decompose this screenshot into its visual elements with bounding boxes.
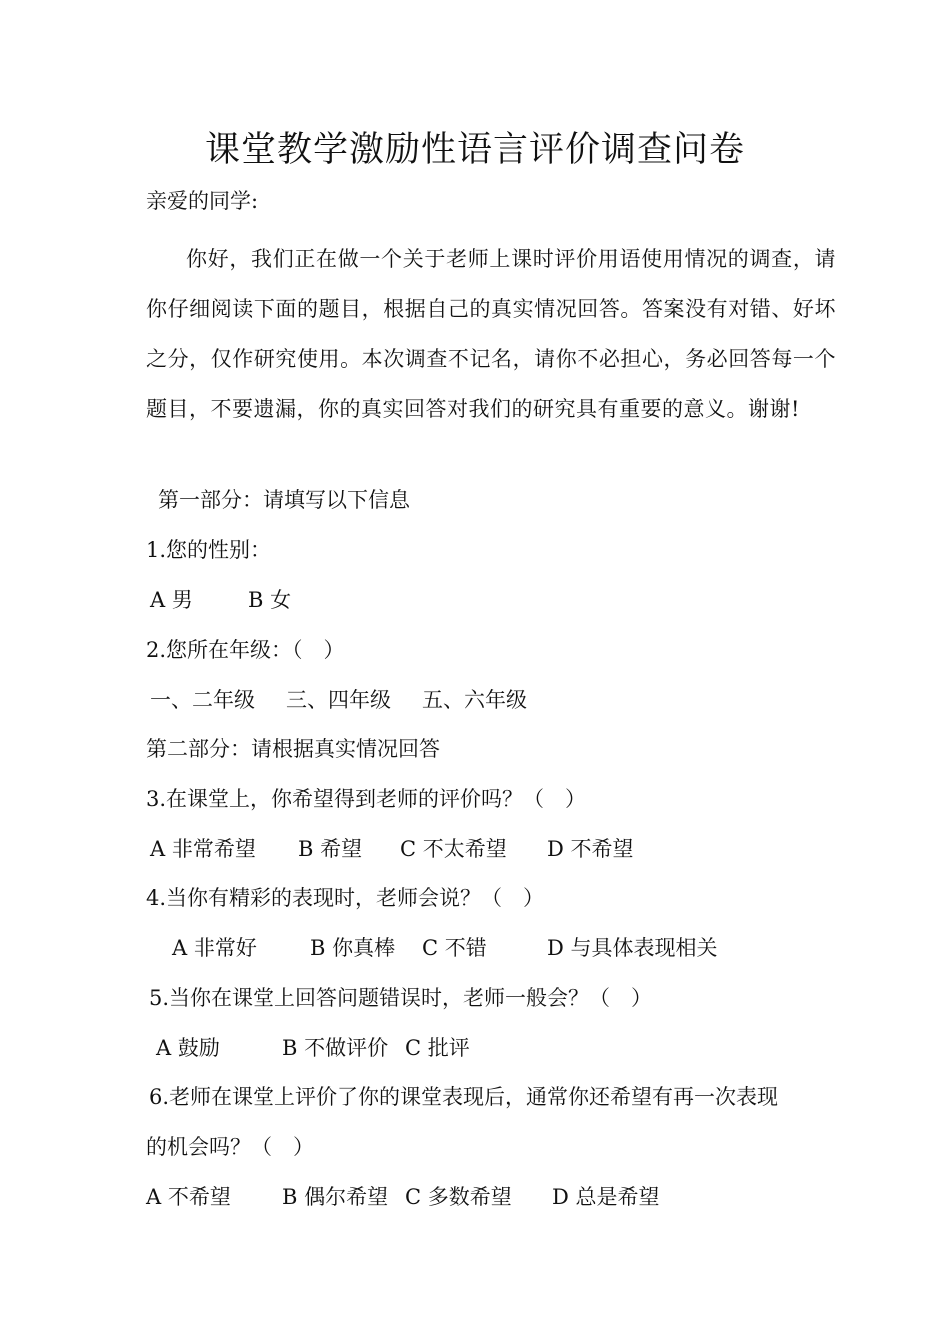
q5-option-a: A 鼓励 — [156, 1036, 220, 1060]
q6-option-c: C 多数希望 — [405, 1185, 512, 1209]
question-6-line-2: 的机会吗？（ ） — [146, 1135, 314, 1159]
question-3: 3.在课堂上，你希望得到老师的评价吗？（ ） — [146, 787, 587, 811]
part2-heading: 第二部分：请根据真实情况回答 — [146, 737, 440, 761]
q1-option-b: B 女 — [248, 588, 292, 612]
q4-option-a: A 非常好 — [172, 936, 257, 960]
question-6-line-1: 6.老师在课堂上评价了你的课堂表现后，通常你还希望有再一次表现 — [149, 1085, 779, 1109]
q4-option-c: C 不错 — [422, 936, 487, 960]
q2-option-2: 三、四年级 — [286, 688, 391, 712]
q4-option-d: D 与具体表现相关 — [547, 936, 718, 960]
q3-option-a: A 非常希望 — [150, 837, 256, 861]
question-1: 1.您的性别： — [146, 538, 272, 562]
q5-option-b: B 不做评价 — [282, 1036, 389, 1060]
q2-option-1: 一、二年级 — [150, 688, 255, 712]
part1-heading: 第一部分：请填写以下信息 — [158, 488, 410, 512]
q6-option-b: B 偶尔希望 — [282, 1185, 389, 1209]
question-2: 2.您所在年级：（ ） — [146, 638, 345, 662]
q3-option-c: C 不太希望 — [400, 837, 507, 861]
greeting: 亲爱的同学: — [146, 189, 259, 213]
q3-option-d: D 不希望 — [547, 837, 634, 861]
q2-option-3: 五、六年级 — [422, 688, 527, 712]
page-title: 课堂教学激励性语言评价调查问卷 — [204, 130, 745, 170]
q3-option-b: B 希望 — [298, 837, 363, 861]
q4-option-b: B 你真棒 — [310, 936, 396, 960]
question-4: 4.当你有精彩的表现时，老师会说？（ ） — [146, 886, 545, 910]
q1-option-a: A 男 — [150, 588, 193, 612]
q6-option-d: D 总是希望 — [552, 1185, 660, 1209]
q6-option-a: A 不希望 — [146, 1185, 231, 1209]
q5-option-c: C 批评 — [405, 1036, 470, 1060]
question-5: 5.当你在课堂上回答问题错误时，老师一般会？（ ） — [149, 986, 653, 1010]
intro-paragraph: 你好，我们正在做一个关于老师上课时评价用语使用情况的调查，请你仔细阅读下面的题目，根据自己的真实情况回答。答案没有对错、好坏之分，仅作研究使用。本次调查不记名，请你不必担心，务必回答每一个题目，不要遗漏，你的真实回答对我们的研究具有重要的意义。谢谢! — [146, 247, 836, 421]
